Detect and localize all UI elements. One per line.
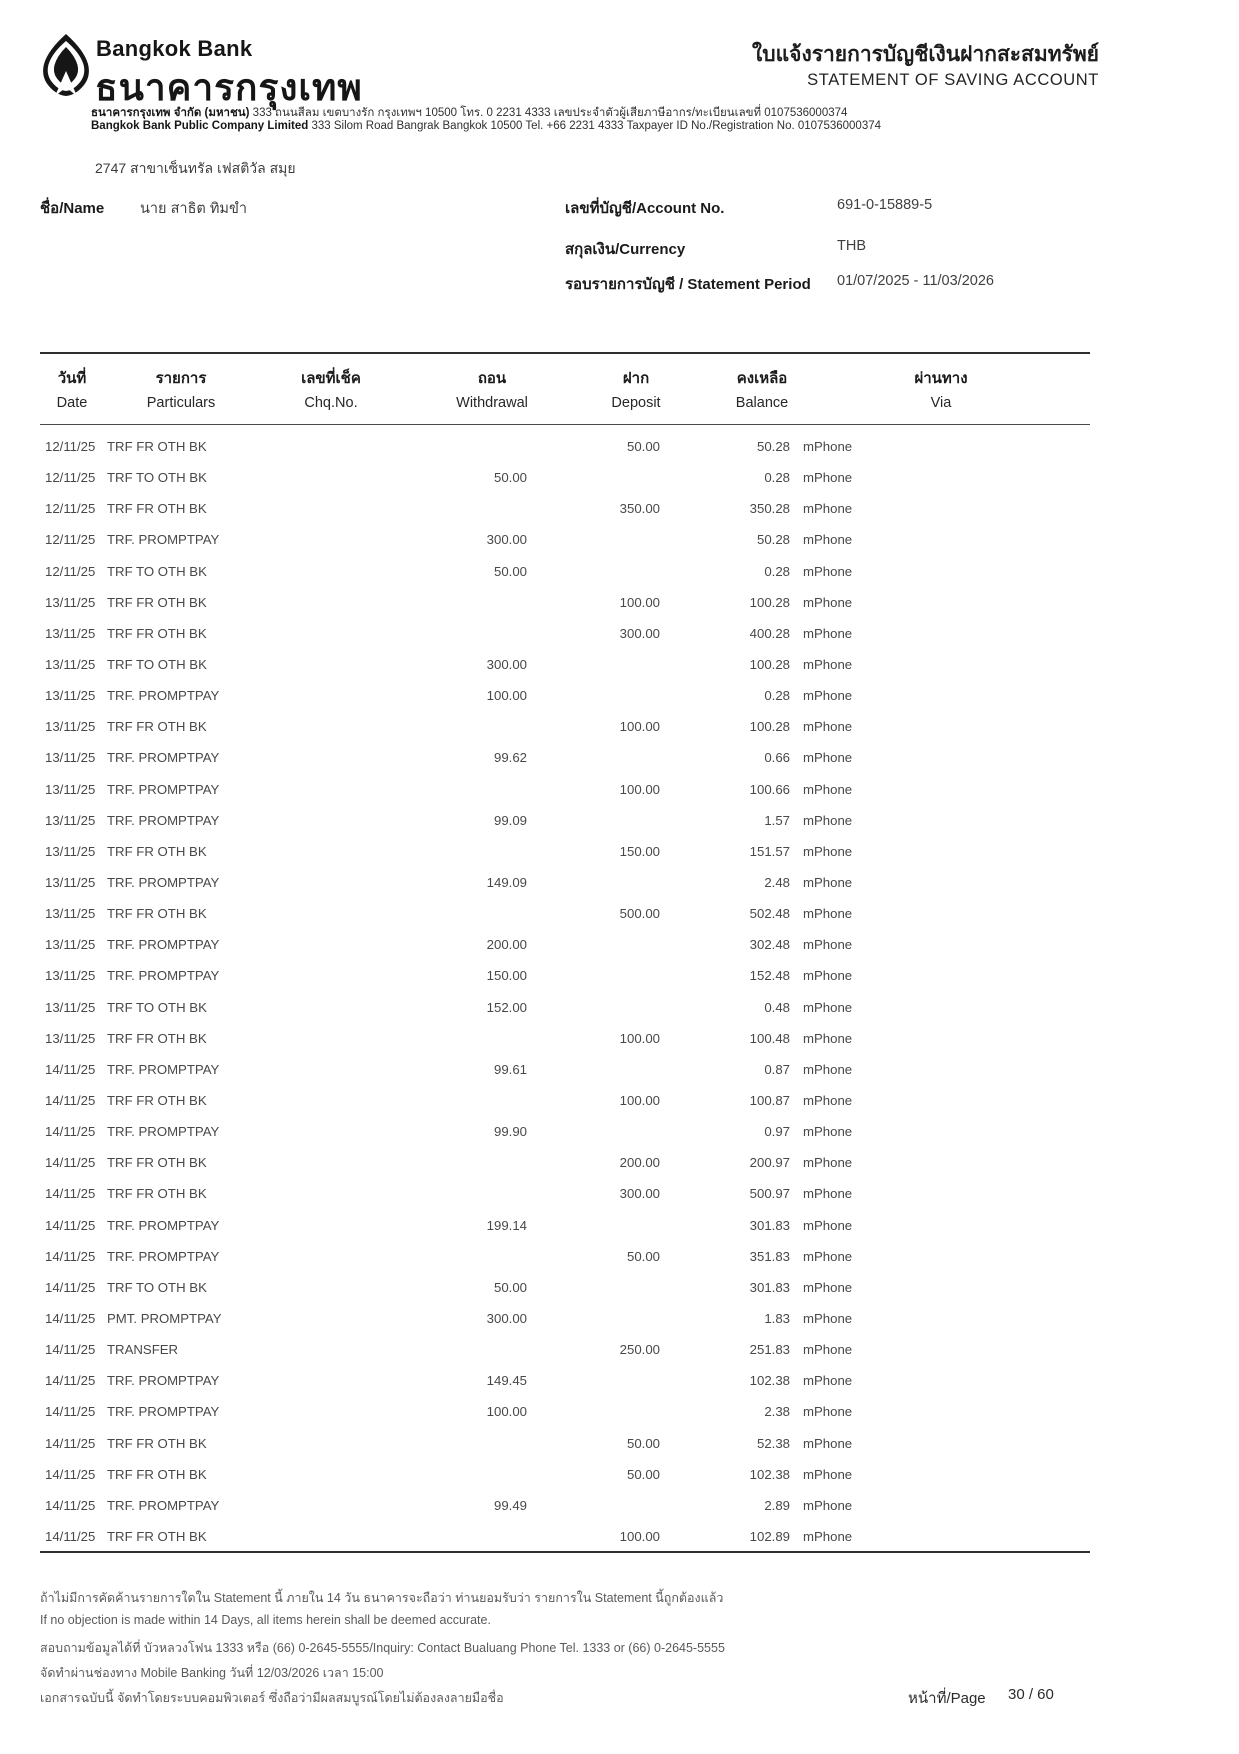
cell-withdrawal: 150.00	[486, 968, 527, 984]
cell-via: mPhone	[803, 1124, 853, 1140]
table-row	[0, 1428, 1239, 1459]
cell-balance: 100.48	[749, 1030, 790, 1046]
cell-via: mPhone	[803, 968, 853, 984]
bank-address-english-rest: 333 Silom Road Bangrak Bangkok 10500 Tel. +66 2231 4333 Taxpayer ID No./Registration No. 0107536000374	[308, 120, 882, 132]
cell-particulars: TRF TO OTH BK	[107, 563, 207, 579]
cell-via: mPhone	[803, 1373, 853, 1389]
footer-generated-via-note: จัดทำผ่านช่องทาง Mobile Banking วันที่ 12/03/2026 เวลา 15:00	[40, 1666, 384, 1680]
cell-deposit: 50.00	[626, 1248, 660, 1264]
footer-objection-note-english: If no objection is made within 14 Days, all items herein shall be deemed accurate.	[40, 1613, 491, 1627]
table-row	[0, 680, 1239, 711]
table-header-rule	[40, 424, 1090, 425]
cell-balance: 0.87	[764, 1061, 790, 1077]
cell-date: 13/11/25	[45, 594, 96, 610]
cell-via: mPhone	[803, 1248, 853, 1264]
cell-particulars: TRF FR OTH BK	[107, 843, 207, 859]
document-title-english: STATEMENT OF SAVING ACCOUNT	[807, 71, 1099, 89]
cell-via: mPhone	[803, 1310, 853, 1326]
cell-balance: 502.48	[749, 906, 790, 922]
cell-withdrawal: 100.00	[486, 688, 527, 704]
cell-deposit: 100.00	[619, 594, 660, 610]
footer-computer-generated-note: เอกสารฉบับนี้ จัดทำโดยระบบคอมพิวเตอร์ ซึ่งถือว่ามีผลสมบูรณ์โดยไม่ต้องลงลายมือชื่อ	[40, 1691, 504, 1705]
cell-particulars: TRF FR OTH BK	[107, 719, 207, 735]
cell-withdrawal: 99.61	[493, 1061, 527, 1077]
table-row	[0, 618, 1239, 649]
cell-via: mPhone	[803, 688, 853, 704]
table-row	[0, 742, 1239, 773]
cell-particulars: TRF FR OTH BK	[107, 501, 207, 517]
cell-withdrawal: 99.09	[493, 812, 527, 828]
cell-withdrawal: 99.90	[493, 1124, 527, 1140]
cell-withdrawal: 199.14	[486, 1217, 527, 1233]
cell-withdrawal: 149.45	[486, 1373, 527, 1389]
cell-balance: 0.28	[764, 688, 790, 704]
cell-balance: 1.83	[764, 1310, 790, 1326]
cell-balance: 200.97	[749, 1155, 790, 1171]
cell-particulars: TRF. PROMPTPAY	[107, 1373, 220, 1389]
cell-balance: 0.97	[764, 1124, 790, 1140]
cell-date: 14/11/25	[45, 1186, 96, 1202]
cell-balance: 151.57	[749, 843, 790, 859]
cell-date: 14/11/25	[45, 1373, 96, 1389]
cell-date: 12/11/25	[45, 470, 96, 486]
cell-balance: 350.28	[749, 501, 790, 517]
col-header-th-deposit: ฝาก	[622, 370, 650, 387]
cell-via: mPhone	[803, 594, 853, 610]
bank-address-thai-rest: 333 ถนนสีลม เขตบางรัก กรุงเทพฯ 10500 โทร. 0 2231 4333 เลขประจำตัวผู้เสียภาษีอากร/ทะเบียนเลขที่ 0107536000374	[249, 107, 848, 119]
table-row	[0, 1459, 1239, 1490]
cell-via: mPhone	[803, 1528, 853, 1544]
cell-particulars: TRF FR OTH BK	[107, 1030, 207, 1046]
cell-balance: 100.28	[749, 719, 790, 735]
cell-via: mPhone	[803, 1030, 853, 1046]
cell-via: mPhone	[803, 750, 853, 766]
cell-date: 14/11/25	[45, 1155, 96, 1171]
cell-balance: 102.38	[749, 1373, 790, 1389]
cell-via: mPhone	[803, 1217, 853, 1233]
account-no-value: 691-0-15889-5	[837, 197, 933, 213]
cell-balance: 1.57	[764, 812, 790, 828]
cell-deposit: 300.00	[619, 625, 660, 641]
cell-date: 14/11/25	[45, 1435, 96, 1451]
col-header-en-balance: Balance	[735, 395, 789, 411]
col-header-en-chqno: Chq.No.	[304, 395, 358, 411]
cell-particulars: TRF FR OTH BK	[107, 1466, 207, 1482]
cell-deposit: 100.00	[619, 1030, 660, 1046]
cell-via: mPhone	[803, 563, 853, 579]
cell-balance: 100.28	[749, 656, 790, 672]
cell-via: mPhone	[803, 501, 853, 517]
cell-date: 14/11/25	[45, 1217, 96, 1233]
cell-particulars: TRF. PROMPTPAY	[107, 1248, 220, 1264]
cell-date: 12/11/25	[45, 501, 96, 517]
cell-date: 14/11/25	[45, 1124, 96, 1140]
col-header-en-via: Via	[930, 395, 952, 411]
statement-period-label: รอบรายการบัญชี / Statement Period	[565, 276, 811, 293]
cell-date: 14/11/25	[45, 1061, 96, 1077]
col-header-th-particulars: รายการ	[155, 370, 207, 387]
page-number-value: 30 / 60	[1008, 1686, 1054, 1703]
cell-balance: 50.28	[756, 439, 790, 454]
cell-withdrawal: 152.00	[486, 999, 527, 1015]
cell-balance: 251.83	[749, 1342, 790, 1358]
cell-date: 13/11/25	[45, 843, 96, 859]
cell-via: mPhone	[803, 719, 853, 735]
cell-via: mPhone	[803, 999, 853, 1015]
cell-date: 14/11/25	[45, 1404, 96, 1420]
table-row	[0, 462, 1239, 493]
cell-particulars: TRF TO OTH BK	[107, 656, 207, 672]
cell-date: 14/11/25	[45, 1342, 96, 1358]
cell-deposit: 100.00	[619, 781, 660, 797]
table-top-rule	[40, 352, 1090, 354]
cell-date: 13/11/25	[45, 688, 96, 704]
bank-address-thai-bold: ธนาคารกรุงเทพ จำกัด (มหาชน)	[91, 107, 250, 119]
bank-name-english: Bangkok Bank	[96, 36, 253, 61]
cell-particulars: TRF FR OTH BK	[107, 594, 207, 610]
cell-withdrawal: 50.00	[493, 563, 527, 579]
table-row	[0, 929, 1239, 960]
cell-particulars: TRF. PROMPTPAY	[107, 1061, 220, 1077]
cell-balance: 102.38	[749, 1466, 790, 1482]
cell-withdrawal: 50.00	[493, 470, 527, 486]
cell-via: mPhone	[803, 656, 853, 672]
statement-rows	[0, 431, 1239, 1552]
cell-date: 14/11/25	[45, 1279, 96, 1295]
cell-particulars: TRF. PROMPTPAY	[107, 750, 220, 766]
cell-date: 13/11/25	[45, 968, 96, 984]
cell-particulars: TRF. PROMPTPAY	[107, 532, 220, 548]
cell-via: mPhone	[803, 843, 853, 859]
cell-withdrawal: 50.00	[493, 1279, 527, 1295]
cell-via: mPhone	[803, 1092, 853, 1108]
cell-deposit: 300.00	[619, 1186, 660, 1202]
cell-particulars: TRF FR OTH BK	[107, 625, 207, 641]
account-holder-name: นาย สาธิต ทิมขำ	[140, 201, 248, 217]
cell-particulars: TRF. PROMPTPAY	[107, 968, 220, 984]
table-row	[0, 1490, 1239, 1521]
cell-balance: 301.83	[749, 1217, 790, 1233]
cell-particulars: TRF. PROMPTPAY	[107, 1404, 220, 1420]
footer-inquiry-note: สอบถามข้อมูลได้ที่ บัวหลวงโฟน 1333 หรือ (66) 0-2645-5555/Inquiry: Contact Bualuang Phone Tel. 1333 or (66) 0-2645-5555	[40, 1641, 725, 1655]
cell-date: 13/11/25	[45, 874, 96, 890]
table-row	[0, 867, 1239, 898]
cell-deposit: 350.00	[619, 501, 660, 517]
cell-withdrawal: 200.00	[486, 937, 527, 953]
cell-balance: 0.48	[764, 999, 790, 1015]
statement-period-value: 01/07/2025 - 11/03/2026	[837, 273, 994, 289]
cell-deposit: 100.00	[619, 1528, 660, 1544]
table-row	[0, 1396, 1239, 1427]
table-row	[0, 805, 1239, 836]
cell-deposit: 100.00	[619, 719, 660, 735]
cell-particulars: TRF. PROMPTPAY	[107, 781, 220, 797]
cell-date: 14/11/25	[45, 1092, 96, 1108]
table-row	[0, 1178, 1239, 1209]
branch-name: 2747 สาขาเซ็นทรัล เฟสติวัล สมุย	[95, 160, 296, 176]
cell-particulars: TRF FR OTH BK	[107, 1528, 207, 1544]
cell-balance: 2.38	[764, 1404, 790, 1420]
account-no-label: เลขที่บัญชี/Account No.	[565, 200, 725, 217]
cell-date: 14/11/25	[45, 1528, 96, 1544]
cell-via: mPhone	[803, 625, 853, 641]
cell-particulars: TRF. PROMPTPAY	[107, 874, 220, 890]
table-row	[0, 556, 1239, 587]
cell-via: mPhone	[803, 1279, 853, 1295]
cell-withdrawal: 149.09	[486, 874, 527, 890]
table-row	[0, 774, 1239, 805]
cell-withdrawal: 300.00	[486, 656, 527, 672]
cell-balance: 2.89	[764, 1497, 790, 1513]
cell-deposit: 150.00	[619, 843, 660, 859]
cell-balance: 0.28	[764, 470, 790, 486]
cell-withdrawal: 300.00	[486, 532, 527, 548]
cell-balance: 52.38	[756, 1435, 790, 1451]
cell-via: mPhone	[803, 874, 853, 890]
cell-particulars: TRF. PROMPTPAY	[107, 812, 220, 828]
col-header-en-withdrawal: Withdrawal	[456, 395, 528, 411]
cell-date: 13/11/25	[45, 1030, 96, 1046]
col-header-en-date: Date	[56, 395, 88, 411]
table-row	[0, 524, 1239, 555]
table-row	[0, 992, 1239, 1023]
cell-date: 13/11/25	[45, 812, 96, 828]
cell-via: mPhone	[803, 781, 853, 797]
table-row	[0, 1116, 1239, 1147]
table-row	[0, 1272, 1239, 1303]
cell-date: 14/11/25	[45, 1497, 96, 1513]
cell-date: 13/11/25	[45, 781, 96, 797]
cell-balance: 102.89	[749, 1528, 790, 1544]
table-row	[0, 898, 1239, 929]
cell-date: 13/11/25	[45, 625, 96, 641]
cell-particulars: TRF. PROMPTPAY	[107, 937, 220, 953]
currency-label: สกุลเงิน/Currency	[565, 241, 686, 258]
cell-balance: 152.48	[749, 968, 790, 984]
cell-date: 13/11/25	[45, 999, 96, 1015]
cell-balance: 50.28	[756, 532, 790, 548]
col-header-en-particulars: Particulars	[146, 395, 216, 411]
cell-via: mPhone	[803, 1342, 853, 1358]
cell-particulars: TRF. PROMPTPAY	[107, 1497, 220, 1513]
col-header-th-balance: คงเหลือ	[736, 370, 788, 387]
table-row	[0, 587, 1239, 618]
cell-withdrawal: 100.00	[486, 1404, 527, 1420]
cell-particulars: TRF FR OTH BK	[107, 1186, 207, 1202]
cell-balance: 302.48	[749, 937, 790, 953]
cell-deposit: 500.00	[619, 906, 660, 922]
cell-date: 13/11/25	[45, 656, 96, 672]
cell-particulars: TRANSFER	[107, 1342, 179, 1358]
cell-via: mPhone	[803, 439, 853, 454]
cell-deposit: 50.00	[626, 1466, 660, 1482]
table-row	[0, 1521, 1239, 1552]
table-row	[0, 1023, 1239, 1054]
cell-date: 12/11/25	[45, 439, 96, 454]
cell-deposit: 50.00	[626, 439, 660, 454]
cell-via: mPhone	[803, 470, 853, 486]
cell-date: 13/11/25	[45, 937, 96, 953]
cell-particulars: PMT. PROMPTPAY	[107, 1310, 222, 1326]
table-row	[0, 649, 1239, 680]
table-row	[0, 1365, 1239, 1396]
bank-address-english-bold: Bangkok Bank Public Company Limited	[91, 120, 309, 132]
cell-deposit: 100.00	[619, 1092, 660, 1108]
col-header-th-date: วันที่	[57, 370, 87, 387]
cell-via: mPhone	[803, 812, 853, 828]
footer-objection-note-thai: ถ้าไม่มีการคัดค้านรายการใดใน Statement นี้ ภายใน 14 วัน ธนาคารจะถือว่า ท่านยอมรับว่า รายการใน Statement นี้ถูกต้องแล้ว	[40, 1591, 724, 1605]
cell-balance: 301.83	[749, 1279, 790, 1295]
cell-balance: 0.28	[764, 563, 790, 579]
cell-balance: 400.28	[749, 625, 790, 641]
bank-name-thai: ธนาคารกรุงเทพ	[95, 67, 363, 108]
table-row	[0, 431, 1239, 462]
cell-via: mPhone	[803, 1404, 853, 1420]
col-header-th-withdrawal: ถอน	[477, 370, 507, 387]
cell-date: 12/11/25	[45, 563, 96, 579]
cell-date: 13/11/25	[45, 719, 96, 735]
cell-balance: 2.48	[764, 874, 790, 890]
cell-balance: 351.83	[749, 1248, 790, 1264]
table-row	[0, 1210, 1239, 1241]
cell-balance: 0.66	[764, 750, 790, 766]
cell-balance: 100.28	[749, 594, 790, 610]
cell-particulars: TRF. PROMPTPAY	[107, 1124, 220, 1140]
cell-withdrawal: 300.00	[486, 1310, 527, 1326]
cell-particulars: TRF. PROMPTPAY	[107, 688, 220, 704]
cell-via: mPhone	[803, 1186, 853, 1202]
cell-balance: 100.66	[749, 781, 790, 797]
cell-date: 12/11/25	[45, 532, 96, 548]
bangkok-bank-lotus-logo-icon	[40, 34, 92, 101]
table-row	[0, 1303, 1239, 1334]
cell-via: mPhone	[803, 1155, 853, 1171]
table-row	[0, 960, 1239, 991]
cell-withdrawal: 99.49	[493, 1497, 527, 1513]
cell-date: 13/11/25	[45, 906, 96, 922]
cell-via: mPhone	[803, 1497, 853, 1513]
cell-balance: 500.97	[749, 1186, 790, 1202]
cell-date: 13/11/25	[45, 750, 96, 766]
bank-address-english	[91, 120, 881, 132]
table-row	[0, 1334, 1239, 1365]
cell-particulars: TRF FR OTH BK	[107, 1435, 207, 1451]
cell-date: 14/11/25	[45, 1310, 96, 1326]
table-row	[0, 711, 1239, 742]
cell-particulars: TRF FR OTH BK	[107, 1092, 207, 1108]
col-header-th-chqno: เลขที่เช็ค	[301, 370, 361, 387]
currency-value: THB	[837, 238, 866, 254]
cell-via: mPhone	[803, 1061, 853, 1077]
cell-via: mPhone	[803, 906, 853, 922]
table-row	[0, 836, 1239, 867]
page-number-label: หน้าที่/Page	[908, 1690, 986, 1707]
cell-via: mPhone	[803, 937, 853, 953]
table-row	[0, 493, 1239, 524]
cell-particulars: TRF. PROMPTPAY	[107, 1217, 220, 1233]
cell-via: mPhone	[803, 532, 853, 548]
cell-date: 14/11/25	[45, 1248, 96, 1264]
cell-date: 14/11/25	[45, 1466, 96, 1482]
table-row	[0, 1147, 1239, 1178]
cell-deposit: 200.00	[619, 1155, 660, 1171]
cell-via: mPhone	[803, 1466, 853, 1482]
cell-particulars: TRF TO OTH BK	[107, 999, 207, 1015]
cell-particulars: TRF FR OTH BK	[107, 439, 207, 454]
cell-particulars: TRF TO OTH BK	[107, 1279, 207, 1295]
cell-particulars: TRF FR OTH BK	[107, 1155, 207, 1171]
cell-withdrawal: 99.62	[493, 750, 527, 766]
table-row	[0, 1241, 1239, 1272]
cell-particulars: TRF TO OTH BK	[107, 470, 207, 486]
document-title-thai: ใบแจ้งรายการบัญชีเงินฝากสะสมทรัพย์	[752, 43, 1099, 66]
cell-via: mPhone	[803, 1435, 853, 1451]
cell-particulars: TRF FR OTH BK	[107, 906, 207, 922]
col-header-en-deposit: Deposit	[611, 395, 661, 411]
cell-deposit: 250.00	[619, 1342, 660, 1358]
name-label: ชื่อ/Name	[40, 200, 105, 217]
cell-deposit: 50.00	[626, 1435, 660, 1451]
cell-balance: 100.87	[749, 1092, 790, 1108]
col-header-th-via: ผ่านทาง	[914, 370, 968, 387]
table-row	[0, 1054, 1239, 1085]
table-row	[0, 1085, 1239, 1116]
